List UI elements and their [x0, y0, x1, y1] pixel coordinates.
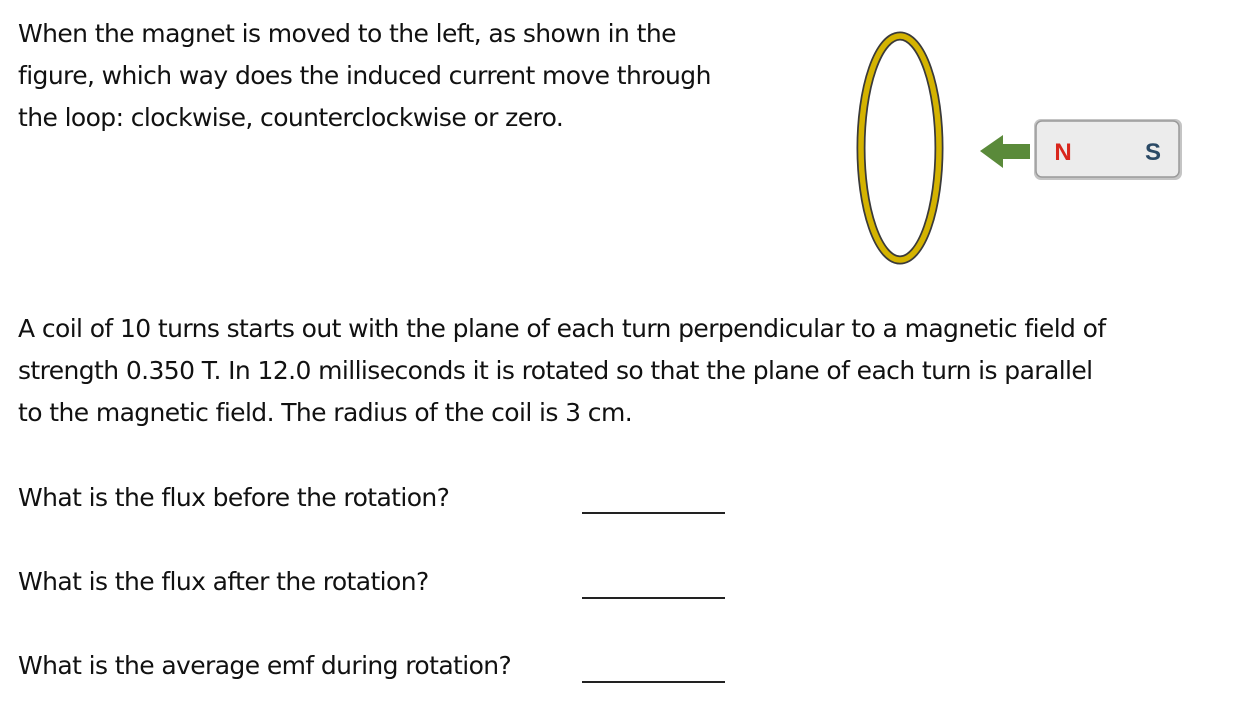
average-emf-question: What is the average emf during rotation? [18, 651, 512, 680]
bar-magnet [1034, 119, 1182, 180]
left-arrow-icon [980, 135, 1030, 168]
flux-before-answer-blank[interactable] [582, 512, 725, 514]
flux-after-answer-blank[interactable] [582, 597, 725, 599]
magnet-south-label: S [1144, 139, 1162, 166]
magnet-north-label: N [1054, 139, 1072, 166]
loop-magnet-figure [840, 25, 1200, 275]
question-1-line: figure, which way does the induced current move through [18, 61, 711, 90]
question-2-line: to the magnetic field. The radius of the coil is 3 cm. [18, 398, 633, 427]
question-2-text [18, 308, 1106, 434]
question-1-line: When the magnet is moved to the left, as shown in the [18, 19, 676, 48]
flux-after-question: What is the flux after the rotation? [18, 567, 429, 596]
question-2-line: A coil of 10 turns starts out with the plane of each turn perpendicular to a magnetic field of [18, 314, 1106, 343]
average-emf-answer-blank[interactable] [582, 681, 725, 683]
wire-loop-highlight [861, 36, 939, 260]
question-1-text [18, 13, 711, 139]
flux-before-question: What is the flux before the rotation? [18, 483, 450, 512]
question-2-line: strength 0.350 T. In 12.0 milliseconds it is rotated so that the plane of each turn is parallel [18, 356, 1093, 385]
question-1-line: the loop: clockwise, counterclockwise or zero. [18, 103, 564, 132]
